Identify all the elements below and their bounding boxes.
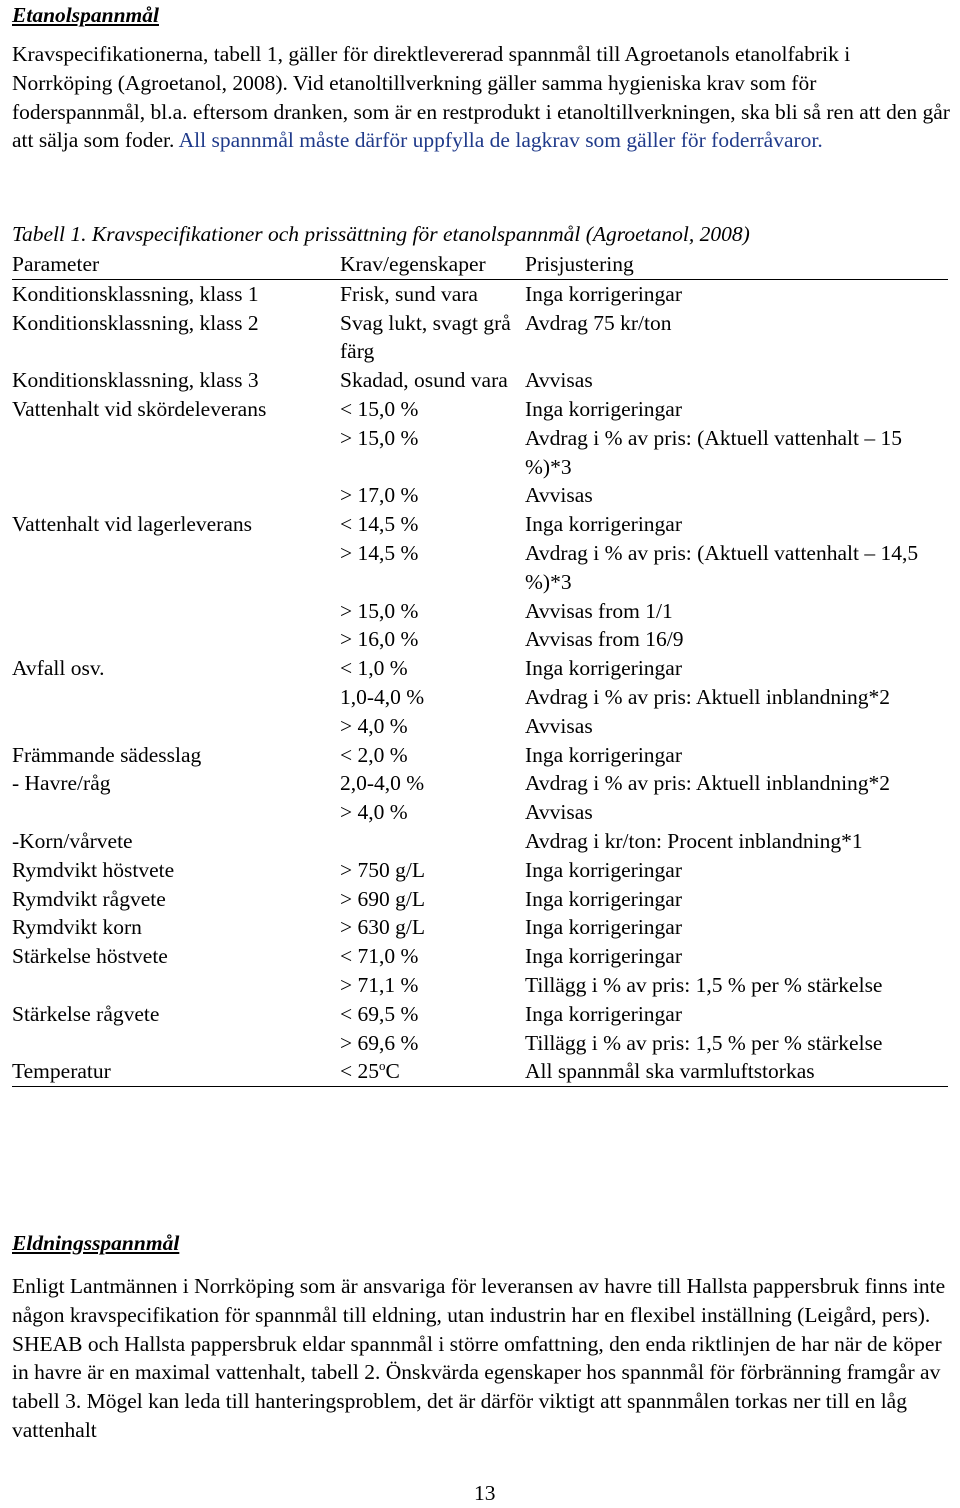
cell-price-adjustment: Avdrag i % av pris: Aktuell inblandning*2 [525,771,891,796]
cell-price-adjustment: Avdrag i % av pris: (Aktuell vattenhalt – 15 %)*3 [525,425,902,479]
table-row [12,798,948,827]
table-row [12,654,948,683]
cell-price-adjustment: Avvisas [525,713,593,738]
cell-requirement: Frisk, sund vara [340,281,478,306]
cell-parameter: - Havre/råg [12,771,111,796]
cell-price-adjustment: Avvisas from 1/1 [525,598,673,623]
cell-requirement: > 15,0 % [340,425,419,450]
cell-parameter: Temperatur [12,1059,111,1084]
cell-parameter: Avfall osv. [12,656,105,681]
section-heading-eldningsspannmal: Eldningsspannmål [12,1231,180,1255]
header-requirement: Krav/egenskaper [340,252,486,276]
cell-price-adjustment: Inga korrigeringar [525,656,682,681]
table-row [12,424,948,482]
cell-price-adjustment: Inga korrigeringar [525,281,682,306]
cell-requirement: Skadad, osund vara [340,368,508,393]
cell-parameter: Vattenhalt vid skördeleverans [12,396,267,421]
cell-parameter: Konditionsklassning, klass 1 [12,281,259,306]
cell-parameter: Främmande sädesslag [12,742,202,767]
cell-price-adjustment: Tillägg i % av pris: 1,5 % per % stärkelse [525,972,883,997]
table-caption: Tabell 1. Kravspecifikationer och prissättning för etanolspannmål (Agroetanol, 2008) [12,222,750,246]
table-row [12,510,948,539]
cell-price-adjustment: All spannmål ska varmluftstorkas [525,1059,815,1084]
cell-parameter: Stärkelse höstvete [12,944,168,969]
section-heading-etanolspannmal: Etanolspannmål [12,3,159,27]
cell-price-adjustment: Avdrag i kr/ton: Procent inblandning*1 [525,828,863,853]
cell-parameter: Konditionsklassning, klass 3 [12,368,259,393]
cell-requirement: > 16,0 % [340,627,419,652]
header-price-adjustment: Prisjustering [525,252,634,276]
cell-price-adjustment: Avvisas [525,800,593,825]
table-row [12,683,948,712]
cell-requirement: > 4,0 % [340,713,408,738]
cell-requirement: > 630 g/L [340,915,425,940]
cell-price-adjustment: Avvisas from 16/9 [525,627,684,652]
requirement-suffix: C [385,1059,400,1084]
cell-parameter: Rymdvikt höstvete [12,857,175,882]
cell-price-adjustment: Inga korrigeringar [525,512,682,537]
table-row [12,769,948,798]
cell-requirement: 1,0-4,0 % [340,684,425,709]
table-row [12,625,948,654]
cell-requirement: Svag lukt, svagt grå färg [340,310,511,364]
header-parameter: Parameter [12,252,100,276]
table-row [12,885,948,914]
table-header-row [12,250,948,279]
table-row [12,597,948,626]
cell-parameter [12,971,340,1000]
cell-parameter [12,625,340,654]
table-row [12,942,948,971]
cell-parameter [12,712,340,741]
cell-parameter [12,683,340,712]
cell-price-adjustment: Avdrag i % av pris: (Aktuell vattenhalt – 14,5 %)*3 [525,540,919,594]
cell-requirement: 2,0-4,0 % [340,771,425,796]
cell-price-adjustment: Inga korrigeringar [525,1001,682,1026]
table-row [12,366,948,395]
cell-requirement: > 17,0 % [340,483,419,508]
cell-price-adjustment: Inga korrigeringar [525,742,682,767]
cell-requirement: < 1,0 % [340,656,408,681]
table-row [12,309,948,367]
cell-price-adjustment: Avvisas [525,368,593,393]
requirement-prefix: < 25 [340,1059,380,1084]
table-row [12,1000,948,1029]
cell-requirement: > 690 g/L [340,886,425,911]
cell-requirement: > 4,0 % [340,800,408,825]
table-row [12,395,948,424]
intro-paragraph-requirement: All spannmål måste därför uppfylla de lagkrav som gäller för foderråvaror. [178,128,823,153]
cell-parameter [12,798,340,827]
cell-price-adjustment: Inga korrigeringar [525,886,682,911]
cell-price-adjustment: Avdrag i % av pris: Aktuell inblandning*2 [525,684,891,709]
cell-parameter [12,481,340,510]
table-row [12,279,948,308]
cell-parameter: Vattenhalt vid lagerleverans [12,512,252,537]
cell-price-adjustment: Inga korrigeringar [525,396,682,421]
cell-parameter [12,539,340,597]
cell-requirement: > 69,6 % [340,1030,419,1055]
table-row [12,741,948,770]
cell-parameter: Rymdvikt rågvete [12,886,166,911]
cell-requirement: > 750 g/L [340,857,425,882]
cell-requirement: < 71,0 % [340,944,419,969]
cell-parameter [12,424,340,482]
table-row [12,856,948,885]
cell-requirement: > 14,5 % [340,540,419,565]
cell-price-adjustment: Avvisas [525,483,593,508]
table-row [12,971,948,1000]
cell-price-adjustment: Inga korrigeringar [525,944,682,969]
cell-requirement: < 2,0 % [340,742,408,767]
table-body [12,279,948,1086]
cell-parameter [12,1029,340,1058]
spec-table [12,250,948,1087]
body-paragraph: Enligt Lantmännen i Norrköping som är ansvariga för leveransen av havre till Hallsta pappersbruk finns inte någon kravspecifikation för spannmål till eldning, utan industrin har en flexibel inställning (Leigård, pers). SHEAB och Hallsta pappersbruk eldar spannmål i större omfattning, den enda riktlinjen de har när de köper in havre är en maximal vattenhalt, tabell 2. Önskvärda egenskaper hos spannmål för förbränning framgår av tabell 3. Mögel kan leda till hanteringsproblem, det är därför viktigt att spannmålen torkas ner till en låg vattenhalt [12,1274,946,1442]
table-row [12,712,948,741]
intro-paragraph-text: Kravspecifikationerna, tabell 1, gäller för direktlevererad spannmål till Agroetanols etanolfabrik i Norrköping (Agroetanol, 2008). Vid etanoltillverkning gäller samma hygieniska krav som för foderspannmål, bl.a. eftersom dranken, som är en restprodukt i etanoltillverkningen, ska bli så ren att den går att sälja som foder. [12,42,950,153]
intro-paragraph [12,40,952,155]
cell-requirement [340,1057,525,1086]
cell-parameter: Konditionsklassning, klass 2 [12,310,259,335]
cell-parameter: Stärkelse rågvete [12,1001,160,1026]
cell-requirement: < 69,5 % [340,1001,419,1026]
cell-requirement: > 71,1 % [340,972,419,997]
cell-price-adjustment: Tillägg i % av pris: 1,5 % per % stärkelse [525,1030,883,1055]
cell-parameter [12,597,340,626]
cell-price-adjustment: Avdrag 75 kr/ton [525,310,672,335]
cell-price-adjustment: Inga korrigeringar [525,915,682,940]
table-row [12,481,948,510]
cell-requirement [340,827,525,856]
cell-parameter: Rymdvikt korn [12,915,142,940]
table-row [12,1057,948,1086]
degree-superscript: o [379,1058,386,1074]
cell-requirement: > 15,0 % [340,598,419,623]
cell-requirement: < 14,5 % [340,512,419,537]
table-row [12,827,948,856]
cell-parameter: -Korn/vårvete [12,828,133,853]
table-row [12,913,948,942]
table-row [12,1029,948,1058]
cell-requirement: < 15,0 % [340,396,419,421]
cell-price-adjustment: Inga korrigeringar [525,857,682,882]
page-number: 13 [474,1481,496,1505]
table-row [12,539,948,597]
